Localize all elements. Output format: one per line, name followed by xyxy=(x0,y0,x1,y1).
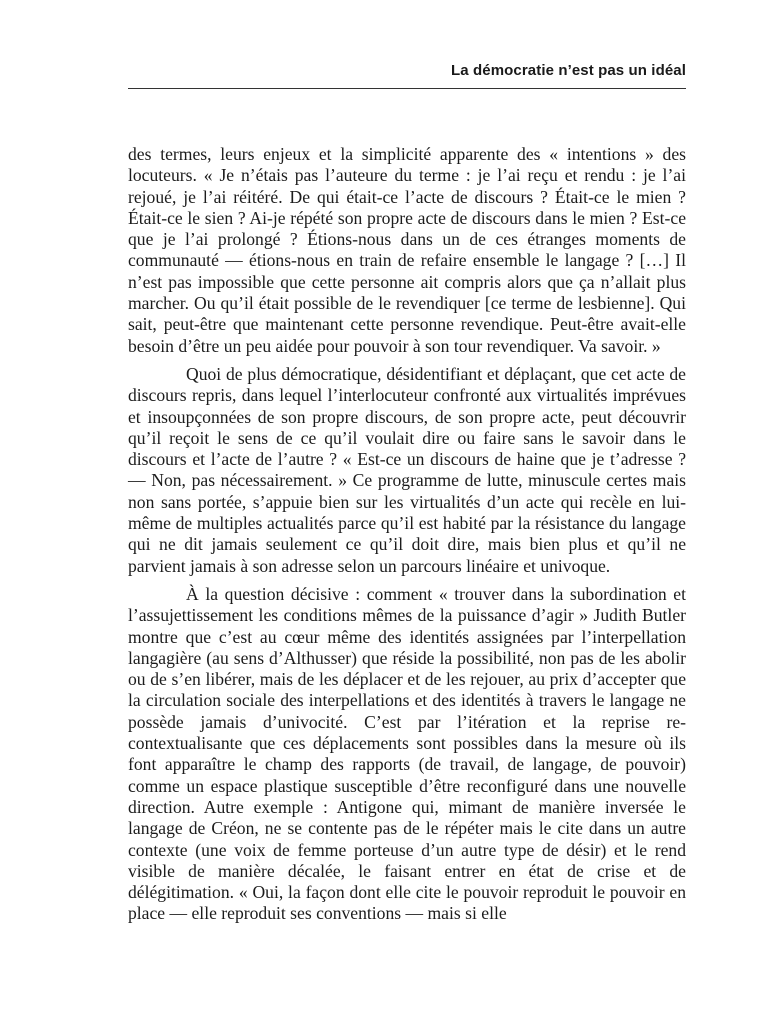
paragraph-butler-question: À la question décisive : comment « trouver dans la subordination et l’assujettissement les conditions mêmes de la puissance d’agir » Judith Butler montre que c’est au cœur même des identités assignées par l’interpellation langagière (au sens d’Althusser) que réside la possibilité, non pas de les abolir ou de s’en libérer, mais de les déplacer et de les rejouer, au prix d’accepter que la circulation sociale des interpellations et des identités à travers le langage ne possède jamais d’univocité. C’est par l’itération et la reprise re-contextualisante que ces déplacements sont possibles dans la mesure où ils font apparaître le champ des rapports (de travail, de langage, de pouvoir) comme un espace plastique susceptible d’être reconfiguré dans une nouvelle direction. Autre exemple : Antigone qui, mimant de manière inversée le langage de Créon, ne se contente pas de le répéter mais le cite dans un autre contexte (une voix de femme porteuse d’un autre type de désir) et le rend visible de manière décalée, le faisant entrer en état de crise et de délégitimation. « Oui, la façon dont elle cite le pouvoir reproduit le pouvoir en place — elle reproduit ses conventions — mais si elle xyxy=(128,583,686,924)
paragraph-speech-act: Quoi de plus démocratique, désidentifiant et déplaçant, que cet acte de discours repris, dans lequel l’interlocuteur confronté aux virtualités imprévues et insoupçonnées de son propre discours, de son propre acte, peut découvrir qu’il reçoit le sens de ce qu’il voulait dire ou faire sans le savoir dans le discours et l’acte de l’autre ? « Est-ce un discours de haine que je t’adresse ? — Non, pas nécessairement. » Ce programme de lutte, minuscule certes mais non sans portée, s’appuie bien sur les virtualités d’un acte qui recèle en lui-même de multiples actualités parce qu’il est habité par la résistance du langage qui ne dit jamais seulement ce qu’il doit dire, mais bien plus et qu’il ne parvient jamais à son adresse selon un parcours linéaire et univoque. xyxy=(128,363,686,576)
paragraph-quote-continuation: des termes, leurs enjeux et la simplicité apparente des « intentions » des locuteurs. « Je n’étais pas l’auteure du terme : je l’ai reçu et rendu : je l’ai rejoué, je l’ai réitéré. De qui était-ce l’acte de discours ? Était-ce le mien ? Était-ce le sien ? Ai-je répété son propre acte de discours dans le mien ? Est-ce que je l’ai prolongé ? Étions-nous dans un de ces étranges moments de communauté — étions-nous en train de refaire ensemble le langage ? […] Il n’est pas impossible que cette personne ait compris alors que ça n’allait plus marcher. Ou qu’il était possible de le revendiquer [ce terme de lesbienne]. Qui sait, peut-être que maintenant cette personne revendique. Peut-être avait-elle besoin d’être un peu aidée pour pouvoir à son tour revendiquer. Va savoir. » xyxy=(128,144,686,356)
running-head-title: La démocratie n’est pas un idéal xyxy=(451,62,686,79)
header-rule xyxy=(128,88,686,89)
body-text xyxy=(128,144,686,925)
